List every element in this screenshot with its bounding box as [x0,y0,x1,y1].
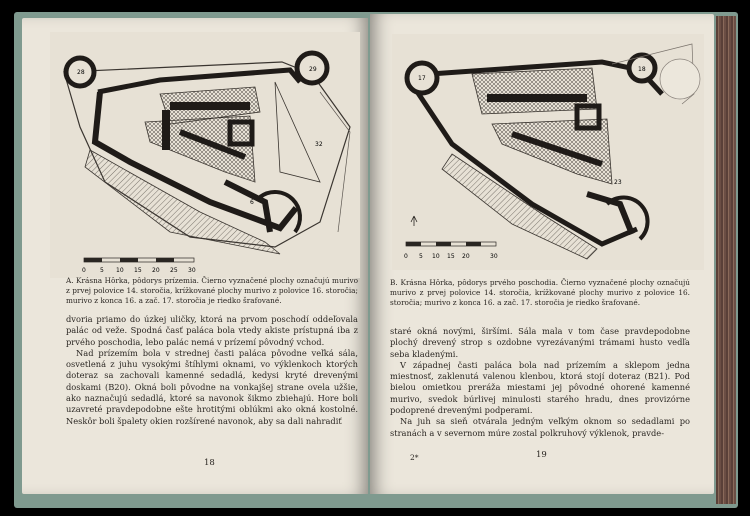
plan-label: 18 [638,66,646,73]
first-floor-plan [392,34,704,270]
right-page [370,14,714,494]
left-page [22,18,368,494]
plan-label: 6 [250,199,254,206]
scale-tick: 5 [100,267,104,274]
scale-tick: 0 [82,267,86,274]
paragraph: Nad prízemím bola v strednej časti paláca pôvodne veľká sála, osvetlená z juhu vysokými štíhlymi oknami, vo výklenkoch ktorých doteraz sa zachovali kamenné sedadlá, kedysi kryté drevenými doskami (B20). Okná boli pôvodne na vonkajšej strane ovela užšie, ako naznačujú sedadlá, ktoré sa navonok šikmo zbiehajú. Hore boli uzavreté pravdepodobne ešte hrotitými oblúkmi ako okná kostolné. Neskôr boli špalety okien rozšírené navonok, aby sa dali nahradiť [66,347,358,426]
scale-tick: 0 [404,253,408,260]
scale-tick: 10 [116,267,124,274]
paragraph: V západnej časti paláca bola nad prízemím a sklepom jedna miestnosť, zaklenutá valenou klenbou, ktorá stojí doteraz (B21). Pod bielou omietkou preráža miestami jej pôvodné ohorené kamenné murivo, svedok búrlivej minulosti starého hradu, dnes provizórne podoprené drevenými podperami. [390,359,690,416]
page-edges [716,16,736,504]
plan-label: 29 [309,66,317,73]
plan-label: 17 [418,75,426,82]
plan-label: 23 [614,179,622,186]
paragraph: dvoria priamo do úzkej uličky, ktorá na prvom poschodí oddeľovala palác od veže. Spodná časť paláca bola vtedy akiste prístupná iba z prvého poschodia, lebo palác nemá v prízemí pôvodný vchod. [66,314,358,347]
paragraph: Na juh sa sieň otvárala jedným veľkým oknom so sedadlami po stranách a v severnom múre zostal polkruhový výklenok, pravde- [390,416,690,438]
signature-mark: 2* [410,453,419,462]
page-number-right: 19 [536,450,547,460]
plan-label: 32 [315,141,323,148]
body-text-right [390,326,690,439]
scale-tick: 10 [432,253,440,260]
ground-floor-plan [50,32,360,278]
scale-tick: 15 [134,267,142,274]
body-text-left [66,314,358,427]
paragraph: staré okná novými, širšími. Sála mala v tom čase pravdepodobne plochý drevený strop s ozdobne vyrezávanými trámami husto vedľa seba kladenými. [390,326,690,359]
plan-label: 28 [77,69,85,76]
scale-tick: 15 [447,253,455,260]
scale-tick: 5 [419,253,423,260]
figure-caption-b: B. Krásna Hôrka, pôdorys prvého poschodia. Čierno vyznačené plochy označujú murivo z prvej polovice 14. storočia, krížkované plochy murivo z polovice 16. storočia; murivo z konca 16. a zač. 17. storočia je riedko šrafované. [390,278,690,308]
figure-caption-a: A. Krásna Hôrka, pôdorys prízemia. Čierno vyznačené plochy označujú murivo z prvej polovice 14. storočia, krížkované plochy murivo z polovice 16. storočia; murivo z konca 16. a zač. 17. storočia je riedko šrafované. [66,276,358,306]
scale-tick: 25 [170,267,178,274]
scale-tick: 20 [462,253,470,260]
scale-tick: 20 [152,267,160,274]
page-number-left: 18 [204,458,215,468]
scale-tick: 30 [188,267,196,274]
scale-tick: 30 [490,253,498,260]
